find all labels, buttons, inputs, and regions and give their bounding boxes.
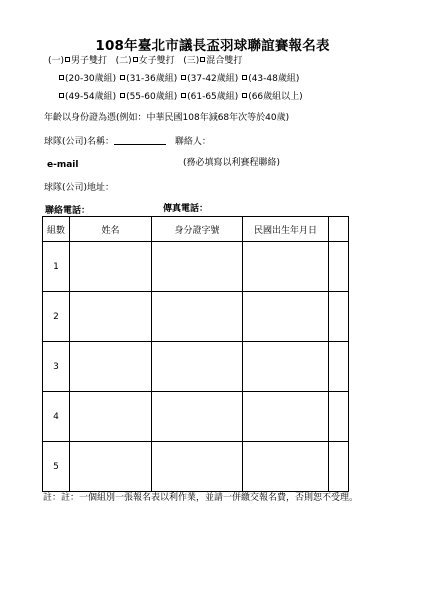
event-label: 混合雙打 [206,56,243,66]
extra-cell[interactable] [329,242,349,292]
birth-date-cell[interactable] [243,292,329,342]
extra-cell[interactable] [329,392,349,442]
age-group-label: (49-54歲組) [65,92,117,102]
address-label: 球隊(公司)地址： [44,183,115,193]
event-option-mens-doubles[interactable] [48,56,107,66]
checkbox-icon[interactable] [133,57,138,62]
email-note: (務必填寫以利賽程聯絡) [183,158,281,168]
age-group-option[interactable] [241,74,299,84]
table-row [43,292,349,342]
age-group-label: (61-65歲組) [187,92,239,102]
name-cell[interactable] [70,292,152,342]
table-row [43,392,349,442]
group-number: 1 [43,242,70,292]
id-cell[interactable] [152,242,243,292]
event-label: 女子雙打 [138,56,175,66]
header-name: 姓名 [70,217,152,242]
group-number: 4 [43,392,70,442]
event-label: 男子雙打 [71,56,108,66]
table-header-row [43,217,349,242]
birth-date-cell[interactable] [243,342,329,392]
name-cell[interactable] [70,342,152,392]
extra-cell[interactable] [329,442,349,492]
id-cell[interactable] [152,392,243,442]
team-name-label: 球隊(公司)名稱： [44,137,115,147]
event-option-womens-doubles[interactable] [116,56,175,66]
age-group-option[interactable] [180,92,238,102]
header-group-number: 組數 [43,217,70,242]
event-prefix: (二) [115,56,132,66]
table-row [43,342,349,392]
name-cell[interactable] [70,242,152,292]
event-prefix: (一) [48,56,65,66]
team-name-field[interactable] [114,136,166,145]
fax-label: 傳真電話： [163,204,209,214]
phone-label: 聯絡電話： [45,206,91,216]
group-number: 2 [43,292,70,342]
header-extra [329,217,349,242]
extra-cell[interactable] [329,342,349,392]
age-group-option[interactable] [180,74,238,84]
event-option-mixed-doubles[interactable] [183,56,242,66]
checkbox-icon[interactable] [181,93,186,98]
form-title: 108年臺北市議長盃羽球聯誼賽報名表 [95,38,330,54]
age-group-option[interactable] [119,92,177,102]
checkbox-icon[interactable] [242,75,247,80]
age-groups-row-1 [58,73,299,85]
age-group-option[interactable] [58,74,116,84]
age-group-option[interactable] [58,92,116,102]
header-birth-date: 民國出生年月日 [243,217,329,242]
age-group-label: (31-36歲組) [126,74,178,84]
checkbox-icon[interactable] [120,93,125,98]
email-label: e-mail [47,160,79,170]
age-group-label: (37-42歲組) [187,74,239,84]
birth-date-cell[interactable] [243,392,329,442]
birth-date-cell[interactable] [243,242,329,292]
extra-cell[interactable] [329,292,349,342]
age-group-label: (43-48歲組) [248,74,300,84]
group-number: 5 [43,442,70,492]
checkbox-icon[interactable] [65,57,70,62]
checkbox-icon[interactable] [59,75,64,80]
registration-table [42,216,349,492]
birth-date-cell[interactable] [243,442,329,492]
contact-label: 聯絡人： [174,137,211,147]
age-group-label: (20-30歲組) [65,74,117,84]
checkbox-icon[interactable] [120,75,125,80]
group-number: 3 [43,342,70,392]
checkbox-icon[interactable] [242,93,247,98]
name-cell[interactable] [70,392,152,442]
id-cell[interactable] [152,342,243,392]
age-note: 年齡以身份證為憑(例如：中華民國108年減68年次等於40歲) [44,113,290,123]
table-row [43,442,349,492]
checkbox-icon[interactable] [200,57,205,62]
checkbox-icon[interactable] [181,75,186,80]
age-group-option[interactable] [119,74,177,84]
event-prefix: (三) [183,56,200,66]
age-group-label: (55-60歲組) [126,92,178,102]
age-group-option[interactable] [241,92,302,102]
team-name-row [44,136,211,148]
header-id-number: 身分證字號 [152,217,243,242]
event-options [48,55,242,67]
age-group-label: (66歲組以上) [248,92,303,102]
age-groups-row-2 [58,91,303,103]
table-row [43,242,349,292]
footnote: 註：註：一個組別一張報名表以利作業，並請一併繳交報名費，否則恕不受理。 [43,493,359,503]
id-cell[interactable] [152,292,243,342]
name-cell[interactable] [70,442,152,492]
id-cell[interactable] [152,442,243,492]
checkbox-icon[interactable] [59,93,64,98]
